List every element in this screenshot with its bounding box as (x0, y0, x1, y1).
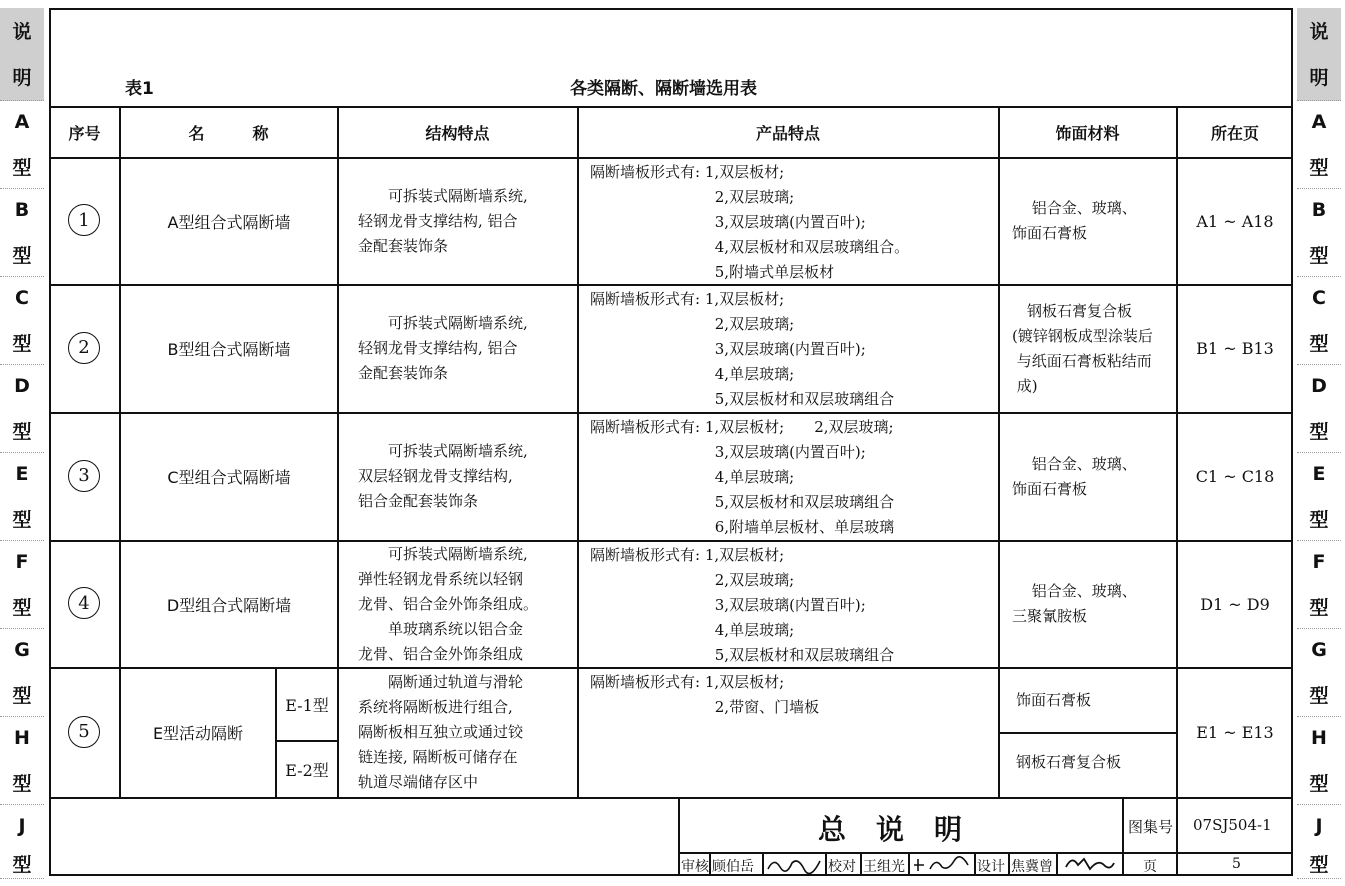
row-page: E1 ~ E13 (1196, 723, 1274, 742)
row-structure: 可拆装式隔断墙系统, 双层轻钢龙骨支撑结构, 铝合金配套装饰条 (358, 442, 528, 510)
row-product: 隔断墙板形式有: 1,双层板材; 2,双层玻璃; 3,双层玻璃(内置百叶); 4,单层玻璃; 5,双层板材和双层玻璃组合 (590, 546, 895, 664)
side-tab-section-16[interactable]: H (1311, 727, 1327, 749)
side-tab-section-9[interactable]: 型 (1297, 408, 1341, 453)
side-tab-section-7[interactable]: 型 (0, 320, 44, 365)
side-tab-section-19[interactable]: 型 (1297, 848, 1341, 879)
side-tab-section-19[interactable]: 型 (0, 848, 44, 879)
side-tab-section-3[interactable]: 型 (0, 144, 44, 189)
row-finish: 饰面石膏板 (1016, 691, 1092, 709)
side-tab-section-4[interactable]: B (1311, 199, 1327, 221)
header-page: 所在页 (1210, 123, 1259, 143)
table-label: 表1 (125, 79, 154, 99)
header-finish: 饰面材料 (1055, 123, 1120, 143)
row-name: A型组合式隔断墙 (167, 212, 291, 232)
side-tab-section-10[interactable]: E (1312, 463, 1326, 485)
name-checker: 王组光 (863, 859, 905, 875)
row-number-3: 3 (68, 460, 100, 492)
side-tab-section-12[interactable]: F (15, 551, 29, 573)
side-tab-section-15[interactable]: 型 (1297, 672, 1341, 717)
side-tab-section-10[interactable]: E (15, 463, 29, 485)
row-name: D型组合式隔断墙 (166, 595, 292, 615)
header-product: 产品特点 (755, 123, 820, 143)
row-product: 隔断墙板形式有: 1,双层板材; 2,双层玻璃; 3,双层玻璃(内置百叶); 4,双层板材和双层玻璃组合。 5,附墙式单层板材 (590, 163, 910, 281)
row-page: A1 ~ A18 (1196, 211, 1274, 231)
side-tab-section-17[interactable]: 型 (0, 760, 44, 805)
header-name: 名 称 (188, 123, 269, 143)
row-number-4: 4 (68, 587, 100, 619)
side-tab-section-8[interactable]: D (1311, 375, 1327, 397)
page-label: 页 (1143, 859, 1157, 875)
row-name: C型组合式隔断墙 (167, 468, 291, 487)
side-tab-section-18[interactable]: J (1315, 815, 1323, 837)
name-designer: 焦冀曾 (1011, 859, 1053, 875)
row-number-1: 1 (68, 204, 100, 236)
side-tab-section-12[interactable]: F (1312, 551, 1326, 573)
header-structure: 结构特点 (425, 123, 490, 143)
checker-signature (910, 853, 972, 875)
row-finish: 铝合金、玻璃、 三聚氰胺板 (1012, 582, 1137, 625)
row-subtype: E-1型 (285, 695, 329, 715)
side-tab-section-13[interactable]: 型 (0, 584, 44, 629)
row-structure: 可拆装式隔断墙系统, 轻钢龙骨支撑结构, 铝合 金配套装饰条 (358, 186, 528, 255)
row-structure: 隔断通过轨道与滑轮 系统将隔断板进行组合, 隔断板相互独立或通过铰 链连接, 隔断板可储存在 轨道尽端储存区中 (358, 673, 524, 791)
row-product: 隔断墙板形式有: 1,双层板材; 2,双层玻璃; 3,双层玻璃(内置百叶); 4,单层玻璃; 5,双层板材和双层玻璃组合 6,附墙单层板材、单层玻璃 (590, 418, 895, 536)
table-title: 各类隔断、隔断墙选用表 (570, 79, 757, 99)
reviewer-signature (764, 853, 824, 875)
role-check: 校对 (828, 859, 856, 875)
atlas-number: 07SJ504-1 (1193, 816, 1272, 834)
right-side-tabs (1297, 8, 1341, 878)
row-number-2: 2 (68, 332, 100, 364)
side-tab-section-6[interactable]: C (15, 287, 29, 309)
row-product: 隔断墙板形式有: 1,双层板材; 2,双层玻璃; 3,双层玻璃(内置百叶); 4,单层玻璃; 5,双层板材和双层玻璃组合 (590, 290, 895, 408)
row-subtype: E-2型 (285, 760, 329, 780)
side-tab-section-2[interactable]: A (1311, 111, 1327, 133)
side-tab-section-11[interactable]: 型 (1297, 496, 1341, 541)
row-name: B型组合式隔断墙 (167, 340, 291, 359)
side-tab-section-5[interactable]: 型 (0, 232, 44, 277)
row-finish: 铝合金、玻璃、 饰面石膏板 (1012, 199, 1137, 242)
side-tab-section-13[interactable]: 型 (1297, 584, 1341, 629)
side-tab-section-4[interactable]: B (14, 199, 30, 221)
side-tab-section-8[interactable]: D (14, 375, 30, 397)
row-structure: 可拆装式隔断墙系统, 弹性轻钢龙骨系统以轻钢 龙骨、铝合金外饰条组成。 单玻璃系统以铝合金 龙骨、铝合金外饰条组成 (358, 544, 539, 663)
role-review: 审核 (681, 859, 709, 875)
side-tab-section-14[interactable]: G (1311, 639, 1327, 661)
side-tab-section-18[interactable]: J (18, 815, 26, 837)
designer-signature (1060, 853, 1118, 875)
row-finish: 铝合金、玻璃、 饰面石膏板 (1012, 454, 1137, 498)
side-tab-section-9[interactable]: 型 (0, 408, 44, 453)
row-page: C1 ~ C18 (1195, 467, 1275, 486)
row-finish: 钢板石膏复合板 (镀锌钢板成型涂装后 与纸面石膏板粘结而 成) (1012, 301, 1153, 395)
row-product: 隔断墙板形式有: 1,双层板材; 2,带窗、门墙板 (590, 673, 820, 716)
header-no: 序号 (68, 123, 101, 143)
row-page: B1 ~ B13 (1196, 339, 1274, 358)
role-design: 设计 (977, 859, 1005, 875)
side-tab-section-7[interactable]: 型 (1297, 320, 1341, 365)
side-tab-section-5[interactable]: 型 (1297, 232, 1341, 277)
row-structure: 可拆装式隔断墙系统, 轻钢龙骨支撑结构, 铝合 金配套装饰条 (358, 314, 528, 382)
drawing-title: 总说明 (818, 813, 993, 846)
side-tab-section-14[interactable]: G (14, 639, 30, 661)
side-tab-section-3[interactable]: 型 (1297, 144, 1341, 189)
name-reviewer: 顾伯岳 (712, 859, 754, 875)
row-finish: 钢板石膏复合板 (1016, 753, 1122, 771)
side-tab-notes-1[interactable]: 明 (1297, 52, 1341, 101)
side-tab-section-17[interactable]: 型 (1297, 760, 1341, 805)
side-tab-section-2[interactable]: A (14, 111, 30, 133)
side-tab-notes-1[interactable]: 明 (0, 52, 44, 101)
side-tab-section-15[interactable]: 型 (0, 672, 44, 717)
row-number-5: 5 (68, 716, 100, 748)
side-tab-notes-0[interactable]: 说 (1297, 8, 1341, 52)
atlas-label: 图集号 (1128, 818, 1174, 836)
side-tab-notes-0[interactable]: 说 (0, 8, 44, 52)
row-page: D1 ~ D9 (1200, 594, 1270, 614)
side-tab-section-6[interactable]: C (1312, 287, 1326, 309)
side-tab-section-16[interactable]: H (14, 727, 30, 749)
side-tab-section-11[interactable]: 型 (0, 496, 44, 541)
row-name: E型活动隔断 (152, 724, 244, 743)
left-side-tabs (0, 8, 44, 878)
page-number: 5 (1232, 856, 1241, 872)
